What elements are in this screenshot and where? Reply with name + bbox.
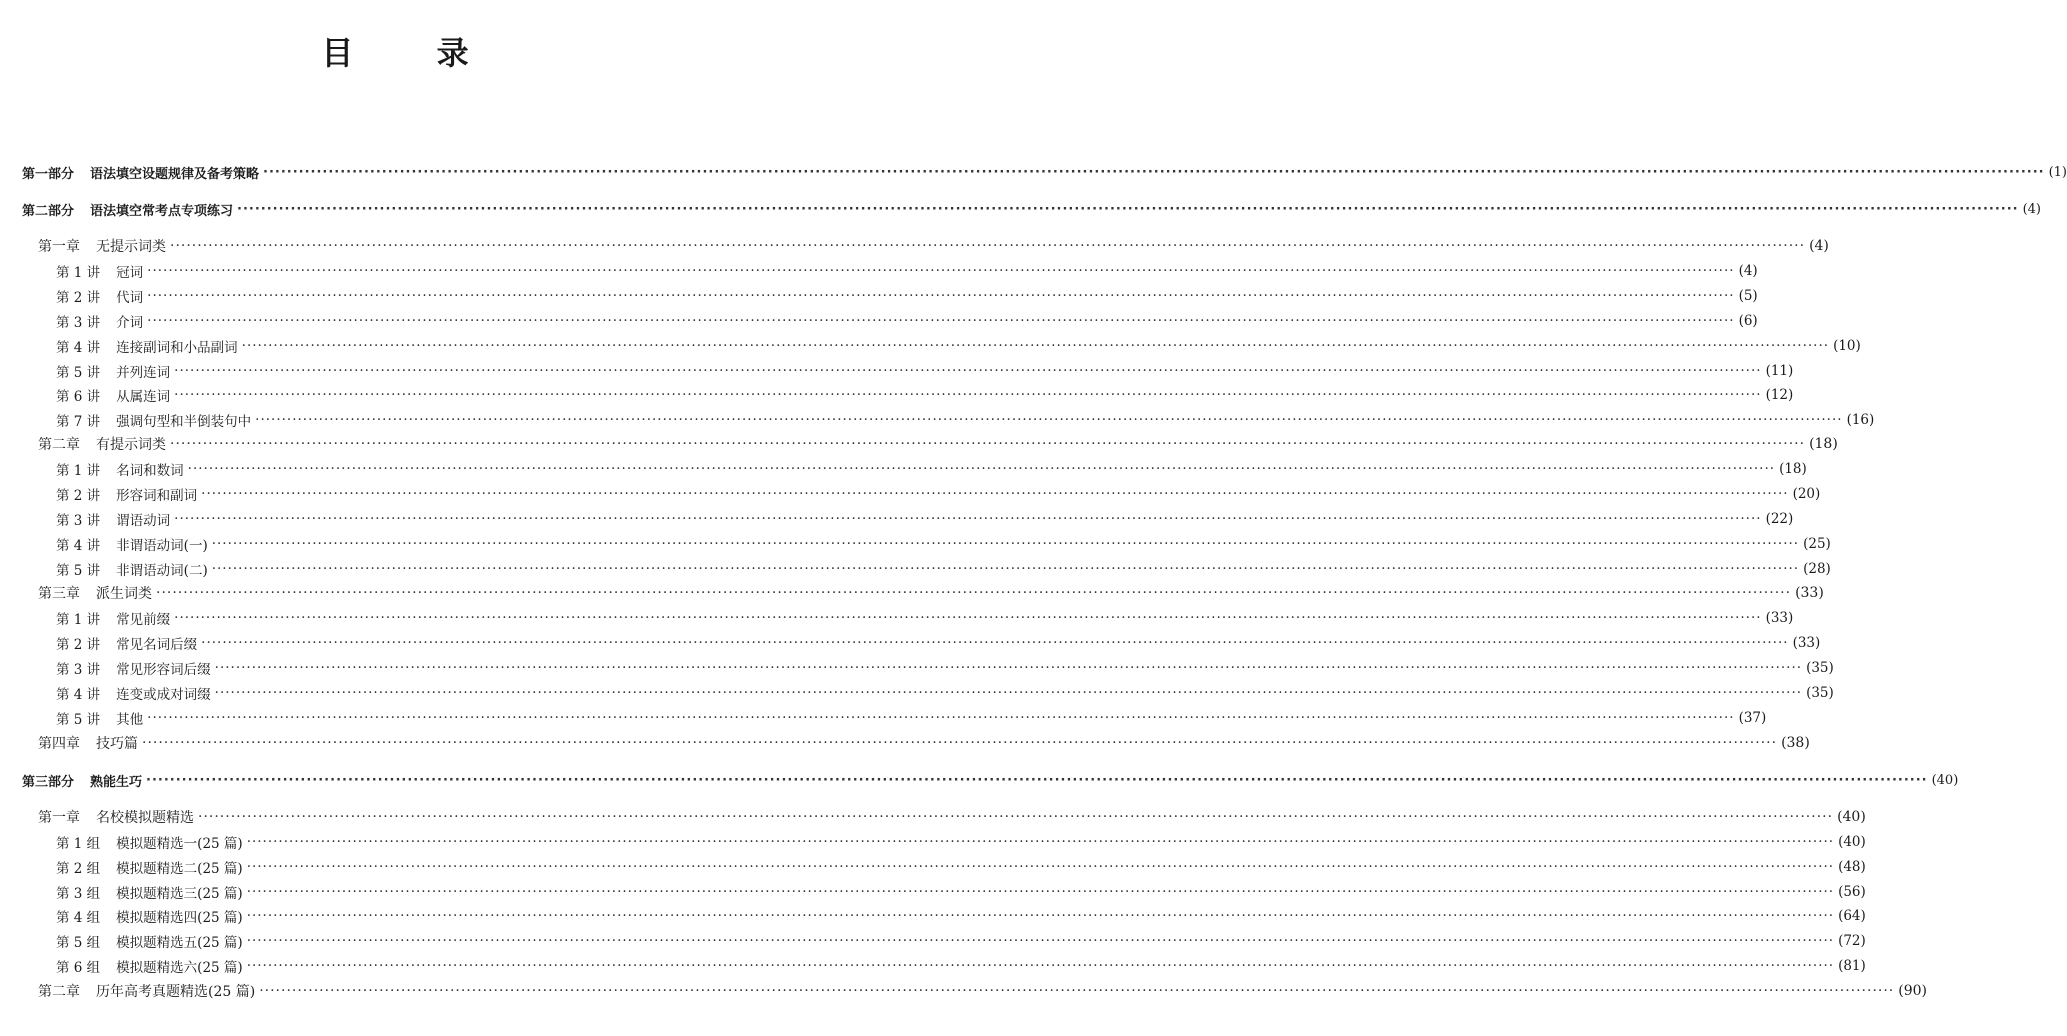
entry-title: 非谓语动词(一)	[116, 538, 208, 554]
leader-dots: ············································································································································································································································································································	[246, 958, 1835, 974]
leader-dots: ············································································································································································································································································································	[263, 164, 2045, 180]
entry-number: 第 2 组	[56, 861, 101, 877]
toc-lecture-entry[interactable]	[56, 607, 1794, 629]
entry-title: 熟能生巧	[90, 774, 143, 790]
entry-number: 第 5 讲	[56, 365, 101, 381]
leader-dots: ············································································································································································································································································································	[156, 585, 1792, 601]
entry-number: 第 5 讲	[56, 712, 101, 728]
entry-number: 第 3 讲	[56, 662, 101, 678]
page-number: (16)	[1846, 412, 1875, 428]
entry-title: 冠词	[116, 265, 144, 281]
page-number: (64)	[1838, 908, 1866, 924]
toc-chapter-entry[interactable]	[38, 433, 1838, 455]
leader-dots: ············································································································································································································································································································	[198, 809, 1834, 825]
page-number: (22)	[1765, 511, 1794, 527]
toc-chapter-entry[interactable]	[38, 806, 1866, 828]
leader-dots: ············································································································································································································································································································	[146, 772, 1928, 788]
toc-lecture-entry[interactable]	[56, 360, 1794, 382]
page-number: (38)	[1781, 735, 1810, 751]
leader-dots: ············································································································································································································································································································	[241, 338, 1830, 354]
page-number: (1)	[2048, 164, 2067, 180]
entry-title: 连接副词和小品副词	[116, 340, 238, 356]
toc-lecture-entry[interactable]	[56, 483, 1821, 505]
page-number: (20)	[1792, 486, 1821, 502]
toc-lecture-entry[interactable]	[56, 682, 1834, 704]
entry-title: 名校模拟题精选	[96, 810, 194, 826]
leader-dots: ············································································································································································································································································································	[147, 288, 1735, 304]
toc-lecture-entry[interactable]	[56, 707, 1767, 729]
leader-dots: ············································································································································································································································································································	[201, 635, 1789, 651]
entry-title: 常见前缀	[116, 612, 171, 628]
page-number: (10)	[1833, 338, 1861, 354]
page-number: (81)	[1838, 958, 1866, 974]
toc-chapter-entry[interactable]	[38, 732, 1810, 754]
leader-dots: ············································································································································································································································································································	[147, 313, 1735, 329]
entry-title: 历年高考真题精选(25 篇)	[96, 984, 256, 1000]
entry-number: 第 5 组	[56, 935, 101, 951]
entry-number: 第 2 讲	[56, 290, 101, 306]
leader-dots: ············································································································································································································································································································	[246, 859, 1835, 875]
toc-lecture-entry[interactable]	[56, 508, 1794, 530]
toc-lecture-entry[interactable]	[56, 632, 1821, 654]
entry-number: 第 4 组	[56, 910, 101, 926]
page-title: 目 录	[321, 34, 505, 72]
toc-lecture-entry[interactable]	[56, 310, 1758, 332]
entry-number: 第一部分	[22, 166, 75, 182]
leader-dots: ············································································································································································································································································································	[211, 561, 1800, 577]
page-number: (6)	[1738, 313, 1758, 329]
entry-number: 第二章	[38, 984, 80, 1000]
leader-dots: ············································································································································································································································································································	[170, 436, 1806, 452]
entry-title: 模拟题精选三(25 篇)	[116, 886, 243, 902]
page-number: (33)	[1795, 585, 1824, 601]
toc-lecture-entry[interactable]	[56, 657, 1834, 679]
page-number: (72)	[1838, 933, 1866, 949]
entry-number: 第 1 组	[56, 836, 101, 852]
leader-dots: ············································································································································································································································································································	[246, 933, 1835, 949]
entry-title: 技巧篇	[96, 736, 138, 752]
toc-lecture-entry[interactable]	[56, 458, 1807, 480]
entry-title: 谓语动词	[116, 513, 171, 529]
leader-dots: ············································································································································································································································································································	[147, 710, 1735, 726]
entry-title: 并列连词	[116, 365, 171, 381]
page-number: (28)	[1803, 561, 1831, 577]
toc-lecture-entry[interactable]	[56, 905, 1866, 927]
page-number: (40)	[1837, 809, 1866, 825]
entry-number: 第 3 讲	[56, 513, 101, 529]
entry-title: 强调句型和半倒装句中	[116, 414, 252, 430]
entry-number: 第 2 讲	[56, 637, 101, 653]
entry-number: 第 2 讲	[56, 488, 101, 504]
leader-dots: ············································································································································································································································································································	[259, 983, 1895, 999]
entry-title: 语法填空设题规律及备考策略	[90, 166, 260, 182]
entry-number: 第三部分	[22, 774, 75, 790]
entry-title: 语法填空常考点专项练习	[90, 203, 234, 219]
leader-dots: ············································································································································································································································································································	[214, 685, 1803, 701]
entry-number: 第一章	[38, 239, 80, 255]
page-number: (40)	[1838, 834, 1866, 850]
leader-dots: ············································································································································································································································································································	[214, 660, 1803, 676]
entry-number: 第 6 组	[56, 960, 101, 976]
entry-title: 介词	[116, 315, 144, 331]
toc-chapter-entry[interactable]	[38, 582, 1824, 604]
page-number: (12)	[1765, 387, 1794, 403]
page-number: (90)	[1898, 983, 1928, 999]
toc-lecture-entry[interactable]	[56, 930, 1866, 952]
page-number: (40)	[1931, 772, 1959, 788]
entry-title: 名词和数词	[116, 463, 184, 479]
entry-title: 代词	[116, 290, 144, 306]
entry-title: 从属连词	[116, 389, 171, 405]
entry-title: 模拟题精选六(25 篇)	[116, 960, 243, 976]
entry-number: 第 1 讲	[56, 265, 101, 281]
entry-title: 连变或成对词缀	[116, 687, 211, 703]
leader-dots: ············································································································································································································································································································	[174, 511, 1762, 527]
entry-title: 模拟题精选一(25 篇)	[116, 836, 243, 852]
toc-lecture-entry[interactable]	[56, 881, 1866, 903]
entry-title: 模拟题精选四(25 篇)	[116, 910, 243, 926]
entry-number: 第二部分	[22, 203, 75, 219]
leader-dots: ············································································································································································································································································································	[237, 201, 2019, 217]
toc-lecture-entry[interactable]	[56, 955, 1866, 977]
page-number: (5)	[1738, 288, 1758, 304]
toc-part-entry[interactable]	[22, 198, 2041, 220]
toc-lecture-entry[interactable]	[56, 856, 1866, 878]
toc-chapter-entry[interactable]	[38, 980, 1928, 1002]
entry-number: 第 4 讲	[56, 340, 101, 356]
entry-title: 模拟题精选五(25 篇)	[116, 935, 243, 951]
entry-title: 有提示词类	[96, 437, 166, 453]
toc-part-entry[interactable]	[22, 769, 1959, 791]
toc-chapter-entry[interactable]	[38, 235, 1829, 257]
entry-number: 第四章	[38, 736, 80, 752]
toc-lecture-entry[interactable]	[56, 533, 1831, 555]
entry-title: 形容词和副词	[116, 488, 198, 504]
entry-number: 第 5 讲	[56, 563, 101, 579]
leader-dots: ············································································································································································································································································································	[246, 884, 1835, 900]
page-number: (4)	[2022, 201, 2041, 217]
page-number: (4)	[1738, 263, 1758, 279]
page-number: (18)	[1809, 436, 1838, 452]
entry-number: 第 3 组	[56, 886, 101, 902]
entry-number: 第 6 讲	[56, 389, 101, 405]
entry-title: 无提示词类	[96, 239, 166, 255]
entry-number: 第 1 讲	[56, 612, 101, 628]
page-number: (35)	[1806, 685, 1834, 701]
leader-dots: ············································································································································································································································································································	[174, 610, 1762, 626]
toc-lecture-entry[interactable]	[56, 409, 1875, 431]
entry-number: 第一章	[38, 810, 80, 826]
leader-dots: ············································································································································································································································································································	[211, 536, 1800, 552]
toc-lecture-entry[interactable]	[56, 558, 1831, 580]
toc-lecture-entry[interactable]	[56, 831, 1866, 853]
entry-title: 模拟题精选二(25 篇)	[116, 861, 243, 877]
page-number: (56)	[1838, 884, 1866, 900]
page-number: (35)	[1806, 660, 1834, 676]
entry-title: 其他	[116, 712, 144, 728]
page-number: (25)	[1803, 536, 1831, 552]
entry-number: 第 1 讲	[56, 463, 101, 479]
leader-dots: ············································································································································································································································································································	[174, 387, 1762, 403]
page-number: (37)	[1738, 710, 1767, 726]
toc-lecture-entry[interactable]	[56, 335, 1861, 357]
leader-dots: ············································································································································································································································································································	[170, 238, 1806, 254]
entry-number: 第 4 讲	[56, 538, 101, 554]
toc-part-entry[interactable]	[22, 161, 2067, 183]
leader-dots: ············································································································································································································································································································	[255, 412, 1843, 428]
page-number: (18)	[1779, 461, 1807, 477]
leader-dots: ············································································································································································································································································································	[246, 834, 1835, 850]
entry-number: 第二章	[38, 437, 80, 453]
entry-number: 第 7 讲	[56, 414, 101, 430]
leader-dots: ············································································································································································································································································································	[142, 735, 1778, 751]
entry-number: 第 4 讲	[56, 687, 101, 703]
page-number: (33)	[1765, 610, 1794, 626]
entry-title: 派生词类	[96, 586, 152, 602]
leader-dots: ············································································································································································································································································································	[187, 461, 1776, 477]
leader-dots: ············································································································································································································································································································	[201, 486, 1789, 502]
leader-dots: ············································································································································································································································································································	[147, 263, 1735, 279]
toc-lecture-entry[interactable]	[56, 260, 1758, 282]
leader-dots: ············································································································································································································································································································	[246, 908, 1835, 924]
entry-title: 非谓语动词(二)	[116, 563, 208, 579]
page-number: (33)	[1792, 635, 1821, 651]
entry-number: 第 3 讲	[56, 315, 101, 331]
entry-number: 第三章	[38, 586, 80, 602]
toc-lecture-entry[interactable]	[56, 384, 1794, 406]
page-number: (11)	[1765, 363, 1794, 379]
leader-dots: ············································································································································································································································································································	[174, 363, 1762, 379]
toc-lecture-entry[interactable]	[56, 285, 1758, 307]
page-number: (48)	[1838, 859, 1866, 875]
entry-title: 常见名词后缀	[116, 637, 198, 653]
entry-title: 常见形容词后缀	[116, 662, 211, 678]
page-number: (4)	[1809, 238, 1829, 254]
